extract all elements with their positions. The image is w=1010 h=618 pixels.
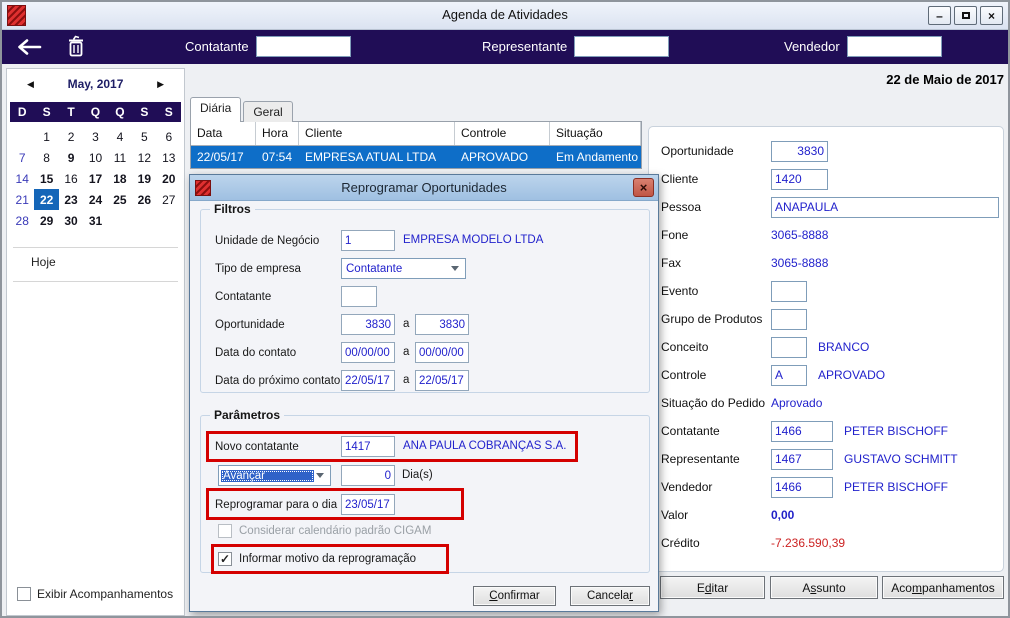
dlg-contatante-label: Contatante: [215, 291, 272, 303]
calendar-day[interactable]: 28: [15, 213, 29, 228]
calendar-day[interactable]: 29: [39, 213, 54, 228]
controle-label: Controle: [661, 368, 707, 382]
calendar-dow-label: T: [67, 105, 75, 119]
situacao-pedido-value: Aprovado: [771, 396, 823, 410]
minimize-icon: –: [936, 8, 943, 23]
dialog-close-button[interactable]: [633, 178, 654, 197]
fone-label: Fone: [661, 228, 689, 242]
confirmar-label-post: onfirmar: [497, 590, 540, 602]
assunto-button[interactable]: [770, 576, 878, 599]
grupo-produtos-input[interactable]: [771, 309, 807, 330]
exibir-acompanhamentos-checkbox[interactable]: [17, 587, 31, 601]
data-contato-label: Data do contato: [215, 347, 297, 359]
calendar-day: [157, 210, 181, 231]
back-arrow-icon: [16, 38, 42, 56]
oportunidade-to-input[interactable]: [415, 314, 469, 335]
current-date-header: 22 de Maio de 2017: [886, 72, 1004, 87]
table-cell: EMPRESA ATUAL LTDA: [305, 150, 437, 164]
fax-label: Fax: [661, 256, 682, 270]
calendar-dow-label: S: [164, 105, 173, 119]
calendar-panel: [6, 68, 185, 616]
assunto-label-pre: A: [802, 580, 811, 595]
valor-label: Valor: [661, 508, 689, 522]
table-header-row: [191, 122, 641, 146]
calendar-day: [10, 126, 34, 147]
calendar-day[interactable]: 10: [88, 150, 103, 165]
parametros-legend: Parâmetros: [210, 408, 284, 422]
assunto-label-post: sunto: [816, 580, 846, 595]
check-icon: ✓: [219, 552, 231, 566]
editar-label-pre: E: [696, 580, 705, 595]
reprogramar-label: Reprogramar para o dia: [215, 499, 338, 511]
dias-input[interactable]: [341, 465, 395, 486]
confirmar-button[interactable]: [473, 586, 556, 606]
calendar-day[interactable]: 24: [88, 192, 103, 207]
tab-bar: [190, 97, 293, 122]
oportunidade-label: Oportunidade: [661, 144, 734, 158]
confirmar-label-u: C: [489, 590, 498, 602]
table-cell: APROVADO: [461, 150, 529, 164]
calendar-dow-label: Q: [90, 105, 101, 119]
table-header-cell[interactable]: Cliente: [299, 122, 455, 145]
calendario-cigam-label: Considerar calendário padrão CIGAM: [239, 525, 432, 537]
acompanhamentos-label-post: panhamentos: [921, 580, 995, 595]
title-bar: [2, 2, 1008, 30]
credito-label: Crédito: [661, 536, 700, 550]
unidade-negocio-text: EMPRESA MODELO LTDA: [403, 234, 544, 246]
dialog-title: Reprogramar Oportunidades: [341, 180, 507, 195]
informar-motivo-checkbox[interactable]: [218, 552, 232, 566]
oportunidade-from-input[interactable]: [341, 314, 395, 335]
table-row-selected[interactable]: [191, 146, 641, 168]
det-vendedor-text: PETER BISCHOFF: [844, 480, 949, 494]
calendar-day[interactable]: 7: [18, 150, 26, 165]
table-cell: Em Andamento: [556, 150, 639, 164]
calendar-day[interactable]: 9: [67, 150, 75, 165]
oportunidade-input[interactable]: [771, 141, 828, 162]
reprogramar-dialog: [189, 174, 659, 612]
data-proximo-label: Data do próximo contato: [215, 375, 341, 387]
acompanhamentos-label-u: m: [911, 580, 922, 595]
delete-button[interactable]: [66, 35, 86, 63]
acompanhamentos-button[interactable]: [882, 576, 1004, 599]
toolbar-contatante-label: Contatante: [185, 39, 249, 54]
calendar-day[interactable]: 30: [64, 213, 78, 228]
calendar-day[interactable]: 17: [88, 171, 103, 186]
controle-input[interactable]: [771, 365, 807, 386]
table-header-cell[interactable]: Hora: [256, 122, 299, 145]
calendar-day[interactable]: 8: [43, 150, 50, 165]
det-contatante-input[interactable]: [771, 421, 833, 442]
cliente-label: Cliente: [661, 172, 699, 186]
cancelar-label-pre: Cancela: [586, 590, 630, 602]
unidade-negocio-label: Unidade de Negócio: [215, 235, 320, 247]
evento-input[interactable]: [771, 281, 807, 302]
pessoa-label: Pessoa: [661, 200, 702, 214]
today-link[interactable]: Hoje: [31, 255, 56, 269]
filtros-legend: Filtros: [210, 202, 255, 216]
calendar-day[interactable]: 11: [113, 150, 127, 165]
data-proximo-to-input[interactable]: [415, 370, 469, 391]
toolbar-vendedor-label: Vendedor: [784, 39, 840, 54]
det-vendedor-input[interactable]: [771, 477, 833, 498]
calendar-day[interactable]: 5: [141, 129, 148, 144]
dlg-contatante-input[interactable]: [341, 286, 377, 307]
cliente-input[interactable]: [771, 169, 828, 190]
close-button[interactable]: [980, 6, 1003, 25]
dias-unit-label: Dia(s): [402, 469, 433, 481]
conceito-text: BRANCO: [818, 340, 870, 354]
avancar-select[interactable]: [218, 465, 331, 486]
minimize-button[interactable]: [928, 6, 951, 25]
toolbar: [2, 30, 1008, 64]
calendar-dow-label: D: [17, 105, 27, 119]
calendar-day: [132, 210, 156, 231]
unidade-negocio-input[interactable]: [341, 230, 395, 251]
toolbar-vendedor-input[interactable]: [847, 36, 942, 57]
calendar-day[interactable]: 27: [162, 192, 176, 207]
det-contatante-label: Contatante: [661, 424, 720, 438]
calendario-cigam-checkbox[interactable]: [218, 524, 232, 538]
close-icon: ×: [987, 8, 995, 23]
table-cell: 22/05/17: [197, 150, 244, 164]
editar-label-post: itar: [711, 580, 729, 595]
conceito-input[interactable]: [771, 337, 807, 358]
toolbar-representante-input[interactable]: [574, 36, 669, 57]
calendar-month-label: May, 2017: [67, 77, 124, 91]
table-header-cell[interactable]: Situação: [550, 122, 641, 145]
fax-value: 3065-8888: [771, 256, 829, 270]
cancelar-button[interactable]: [570, 586, 650, 606]
dlg-oportunidade-label: Oportunidade: [215, 319, 285, 331]
maximize-icon: [962, 12, 970, 19]
tab-geral[interactable]: [243, 101, 292, 122]
tab-geral-label: Geral: [253, 105, 283, 119]
novo-contatante-label: Novo contatante: [215, 441, 299, 453]
calendar-day[interactable]: 3: [92, 129, 99, 144]
reprogramar-input[interactable]: [341, 494, 395, 515]
tab-diaria[interactable]: [190, 97, 241, 122]
controle-text: APROVADO: [818, 368, 886, 382]
tipo-empresa-value: Contatante: [346, 262, 403, 275]
editar-label-u: d: [704, 580, 712, 595]
calendar-day[interactable]: 15: [39, 171, 54, 186]
toolbar-representante-label: Representante: [482, 39, 568, 54]
chevron-down-icon: [451, 266, 459, 271]
editar-button[interactable]: [660, 576, 765, 599]
calendar-day[interactable]: 13: [162, 150, 176, 165]
tipo-empresa-label: Tipo de empresa: [215, 263, 301, 275]
calendar-day[interactable]: 12: [137, 150, 152, 165]
table-header-cell[interactable]: Controle: [455, 122, 550, 145]
schedule-table: [190, 121, 642, 169]
avancar-value: Avançar: [221, 470, 314, 482]
table-header-cell[interactable]: Data: [191, 122, 256, 145]
novo-contatante-input[interactable]: [341, 436, 395, 457]
calendar-day[interactable]: 21: [15, 192, 29, 207]
data-proximo-range-sep: a: [403, 374, 410, 386]
evento-label: Evento: [661, 284, 699, 298]
oportunidade-range-sep: a: [403, 318, 410, 330]
calendar-day[interactable]: 2: [67, 129, 75, 144]
credito-value: -7.236.590,39: [771, 536, 846, 550]
calendar-day[interactable]: 16: [64, 171, 78, 186]
calendar-day-headers: [10, 102, 181, 122]
acompanhamentos-label-pre: Aco: [891, 580, 912, 595]
calendar-day[interactable]: 25: [113, 192, 127, 207]
divider: [13, 281, 178, 282]
grupo-produtos-label: Grupo de Produtos: [661, 312, 763, 326]
det-representante-text: GUSTAVO SCHMITT: [844, 452, 958, 466]
assunto-label-u: s: [810, 580, 817, 595]
tipo-empresa-select[interactable]: [341, 258, 466, 279]
calendar-day[interactable]: 23: [64, 192, 78, 207]
calendar-day[interactable]: 4: [116, 129, 124, 144]
dialog-title-bar: [190, 175, 658, 201]
valor-value: 0,00: [771, 508, 795, 522]
calendar-prev-icon[interactable]: ◀: [27, 78, 34, 89]
data-proximo-from-input[interactable]: [341, 370, 395, 391]
det-representante-label: Representante: [661, 452, 740, 466]
det-contatante-text: PETER BISCHOFF: [844, 424, 949, 438]
calendar-dow-label: S: [42, 105, 51, 119]
table-cell: 07:54: [262, 150, 293, 164]
calendar-day-selected[interactable]: 22: [34, 189, 58, 210]
informar-motivo-label: Informar motivo da reprogramação: [239, 553, 417, 565]
dialog-close-icon: ×: [639, 180, 648, 195]
pessoa-input[interactable]: [771, 197, 999, 218]
cancelar-label-u: r: [629, 590, 634, 602]
exibir-acompanhamentos-label: Exibir Acompanhamentos: [37, 587, 174, 601]
window-title: Agenda de Atividades: [442, 7, 568, 22]
calendar-dow-label: Q: [115, 105, 125, 119]
calendar-day[interactable]: 26: [137, 192, 152, 207]
opportunity-details-panel: [648, 126, 1004, 572]
divider: [13, 247, 178, 248]
calendar-day[interactable]: 14: [15, 171, 29, 186]
calendar-dow-label: S: [140, 105, 149, 119]
det-vendedor-label: Vendedor: [661, 480, 713, 494]
situacao-pedido-label: Situação do Pedido: [661, 396, 766, 410]
det-representante-input[interactable]: [771, 449, 833, 470]
conceito-label: Conceito: [661, 340, 709, 354]
novo-contatante-text: ANA PAULA COBRANÇAS S.A.: [403, 440, 567, 452]
data-contato-from-input[interactable]: [341, 342, 395, 363]
calendar-day[interactable]: 18: [113, 171, 127, 186]
calendar-grid: [10, 126, 181, 231]
chevron-down-icon: [316, 473, 324, 478]
calendar-day[interactable]: 31: [88, 213, 103, 228]
toolbar-contatante-input[interactable]: [256, 36, 351, 57]
calendar-day[interactable]: 20: [162, 171, 176, 186]
calendar-day[interactable]: 6: [165, 129, 173, 144]
maximize-button[interactable]: [954, 6, 977, 25]
data-contato-range-sep: a: [403, 346, 410, 358]
calendar-day[interactable]: 19: [137, 171, 152, 186]
data-contato-to-input[interactable]: [415, 342, 469, 363]
fone-value: 3065-8888: [771, 228, 829, 242]
calendar-day[interactable]: 1: [43, 129, 50, 144]
back-button[interactable]: [16, 38, 42, 61]
tab-diaria-label: Diária: [200, 101, 232, 115]
trash-icon: [66, 35, 86, 58]
calendar-next-icon[interactable]: ▶: [157, 78, 164, 89]
calendar-day: [108, 210, 132, 231]
